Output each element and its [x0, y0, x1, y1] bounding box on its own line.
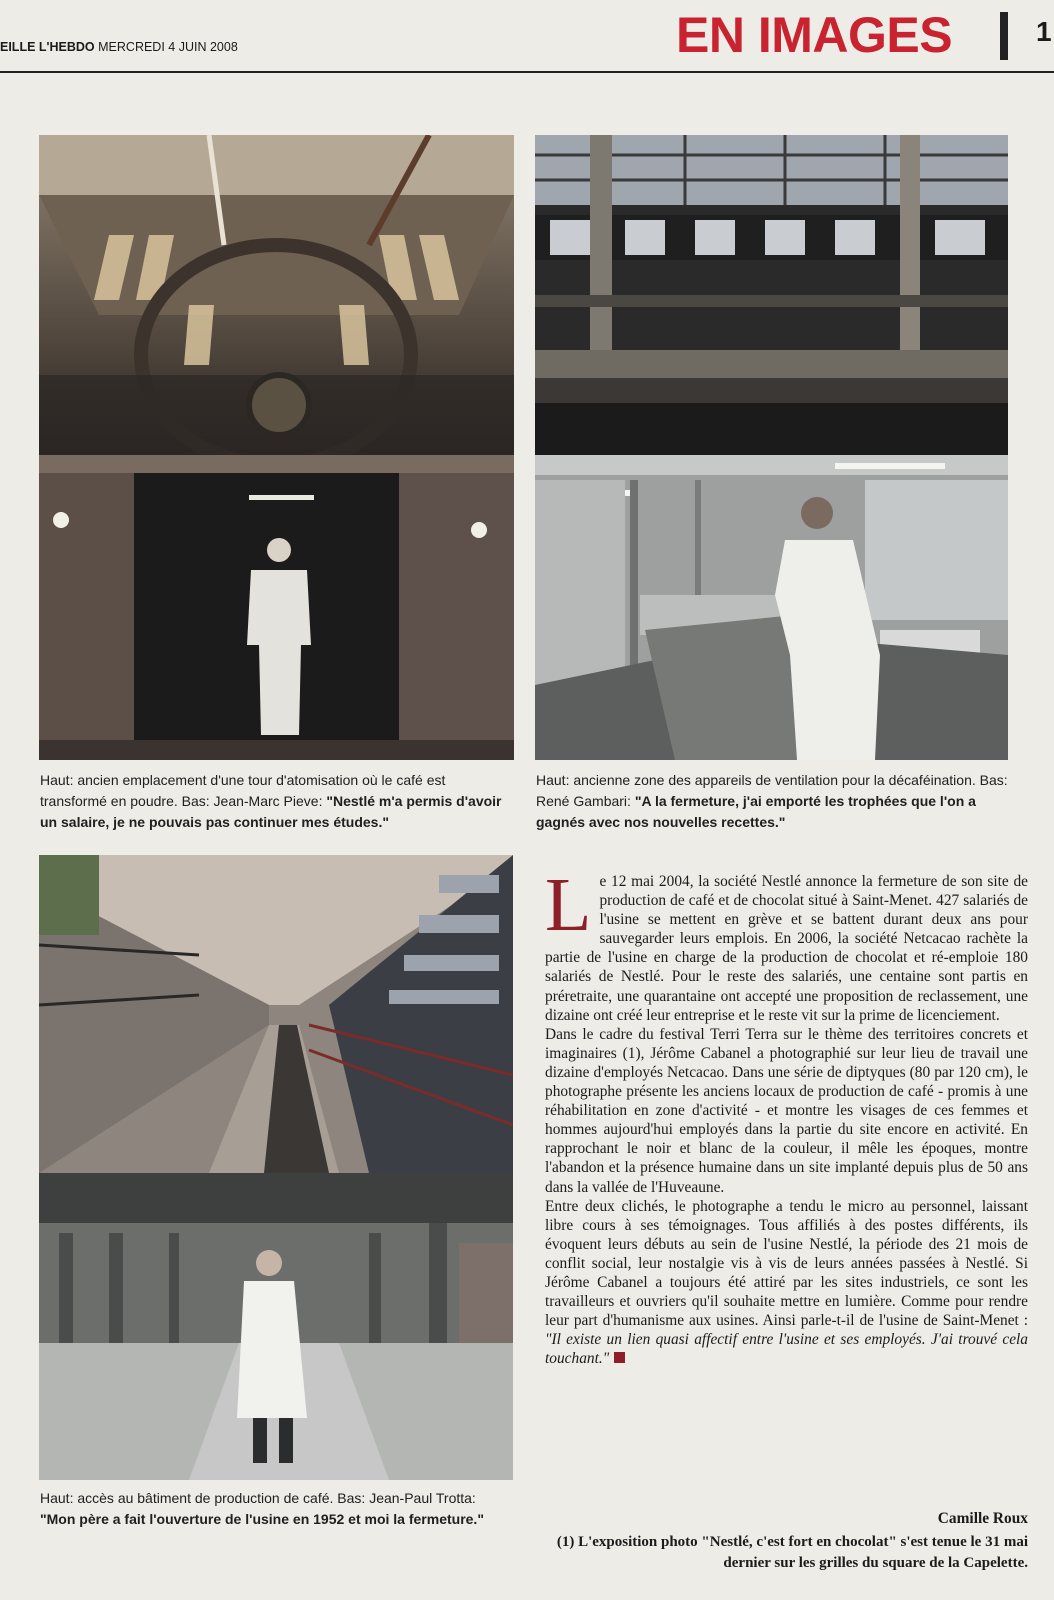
masthead — [0, 40, 238, 54]
end-mark-icon — [614, 1352, 625, 1363]
photo-jean-marc-pieve — [39, 455, 514, 760]
photo-jean-paul-trotta — [39, 1173, 513, 1480]
page-number: 1 — [1036, 16, 1052, 47]
byline: Camille Roux — [937, 1510, 1028, 1527]
closing-quote: "Il existe un lien quasi affectif entre l'usine et ses employés. J'ai trouvé cela touchant." — [545, 1331, 1028, 1368]
caption-quote: "A la fermeture, j'ai emporté les trophées que l'on a gagnés avec nos nouvelles recettes." — [536, 793, 976, 830]
header-divider-bar — [1000, 12, 1008, 60]
photo-coffee-building-access — [39, 855, 513, 1173]
article-paragraph-1: e 12 mai 2004, la société Nestlé annonce la fermeture de son site de production de café et de chocolat situé à Saint-Menet. 427 salariés de l'usine se mettent en grève et se battent durant deux ans pour sauvegarder leurs emplois. En 2006, la société Netcacao rachète la partie de l'usine en charge de la production de chocolat et ré-emploie 180 salariés de Nestlé. Pour le reste des salariés, une centaine sont partis en préretraite, une quarantaine ont accepté une proposition de reclassement, une dizaine ont créé leur entreprise et le reste vit sur la prime de licenciement. — [545, 873, 1028, 1024]
caption-text: Haut: ancienne zone des appareils de ventilation pour la décaféination. Bas: René Gambari: — [536, 772, 1008, 809]
article-paragraph — [545, 863, 1028, 1025]
caption-text: Haut: ancien emplacement d'une tour d'atomisation où le café est transformé en poudre. Bas: Jean-Marc Pieve: — [40, 772, 446, 809]
caption-quote: "Mon père a fait l'ouverture de l'usine en 1952 et moi la fermeture." — [40, 1511, 484, 1527]
dropcap: L — [545, 863, 592, 947]
article-paragraph-2: Dans le cadre du festival Terri Terra sur le thème des territoires concrets et imaginaires (1), Jérôme Cabanel a photographié sur leur lieu de travail une dizaine d'employés Netcacao. Dans une série de diptyques (80 par 120 cm), le photographe présente les anciens locaux de production de café - promis à une réhabilitation en zone d'activité - et montre les visages de ces femmes et hommes aujourd'hui employés dans la partie du site encore en activité. En rapprochant le noir et blanc de la couleur, il mêle les époques, montre l'abandon et la présence humaine dans un site implanté depuis plus de 50 ans dans la vallée de l'Huveaune. — [545, 1025, 1028, 1196]
caption-top-left — [40, 770, 515, 833]
caption-top-right — [536, 770, 1011, 833]
caption-text: Haut: accès au bâtiment de production de café. Bas: Jean-Paul Trotta: — [40, 1490, 476, 1506]
issue-date: MERCREDI 4 JUIN 2008 — [98, 40, 238, 54]
photo-ventilation-zone — [535, 135, 1008, 455]
photo-atomisation-tower — [39, 135, 514, 455]
article-body — [545, 863, 1028, 1368]
section-title: EN IMAGES — [676, 7, 953, 63]
article-paragraph — [545, 1197, 1028, 1369]
photo-rene-gambari — [535, 455, 1008, 760]
caption-bottom-left — [40, 1488, 515, 1530]
header-rule — [0, 71, 1054, 73]
footnote: (1) L'exposition photo "Nestlé, c'est fort en chocolat" s'est tenue le 31 mai dernier sur les grilles du square de la Capelette. — [556, 1534, 1028, 1571]
publication-name: EILLE L'HEBDO — [0, 40, 95, 54]
caption-quote: "Nestlé m'a permis d'avoir un salaire, je ne pouvais pas continuer mes études." — [40, 793, 502, 830]
article-paragraph-3: Entre deux clichés, le photographe a tendu le micro au personnel, laissant libre cours à ses témoignages. Tous affiliés à des postes différents, ils évoquent leurs débuts au sein de l'usine Nestlé, la période des 21 mois de conflit social, leur nostalgie vis à vis de leurs années passées à Nestlé. Si Jérôme Cabanel a toujours été attiré par les sites industriels, ce sont les travailleurs et ouvriers qu'il souhaite mettre en lumière. Comme pour rendre leur part d'humanisme aux usines. Ainsi parle-t-il de l'usine de Saint-Menet : — [545, 1197, 1028, 1330]
